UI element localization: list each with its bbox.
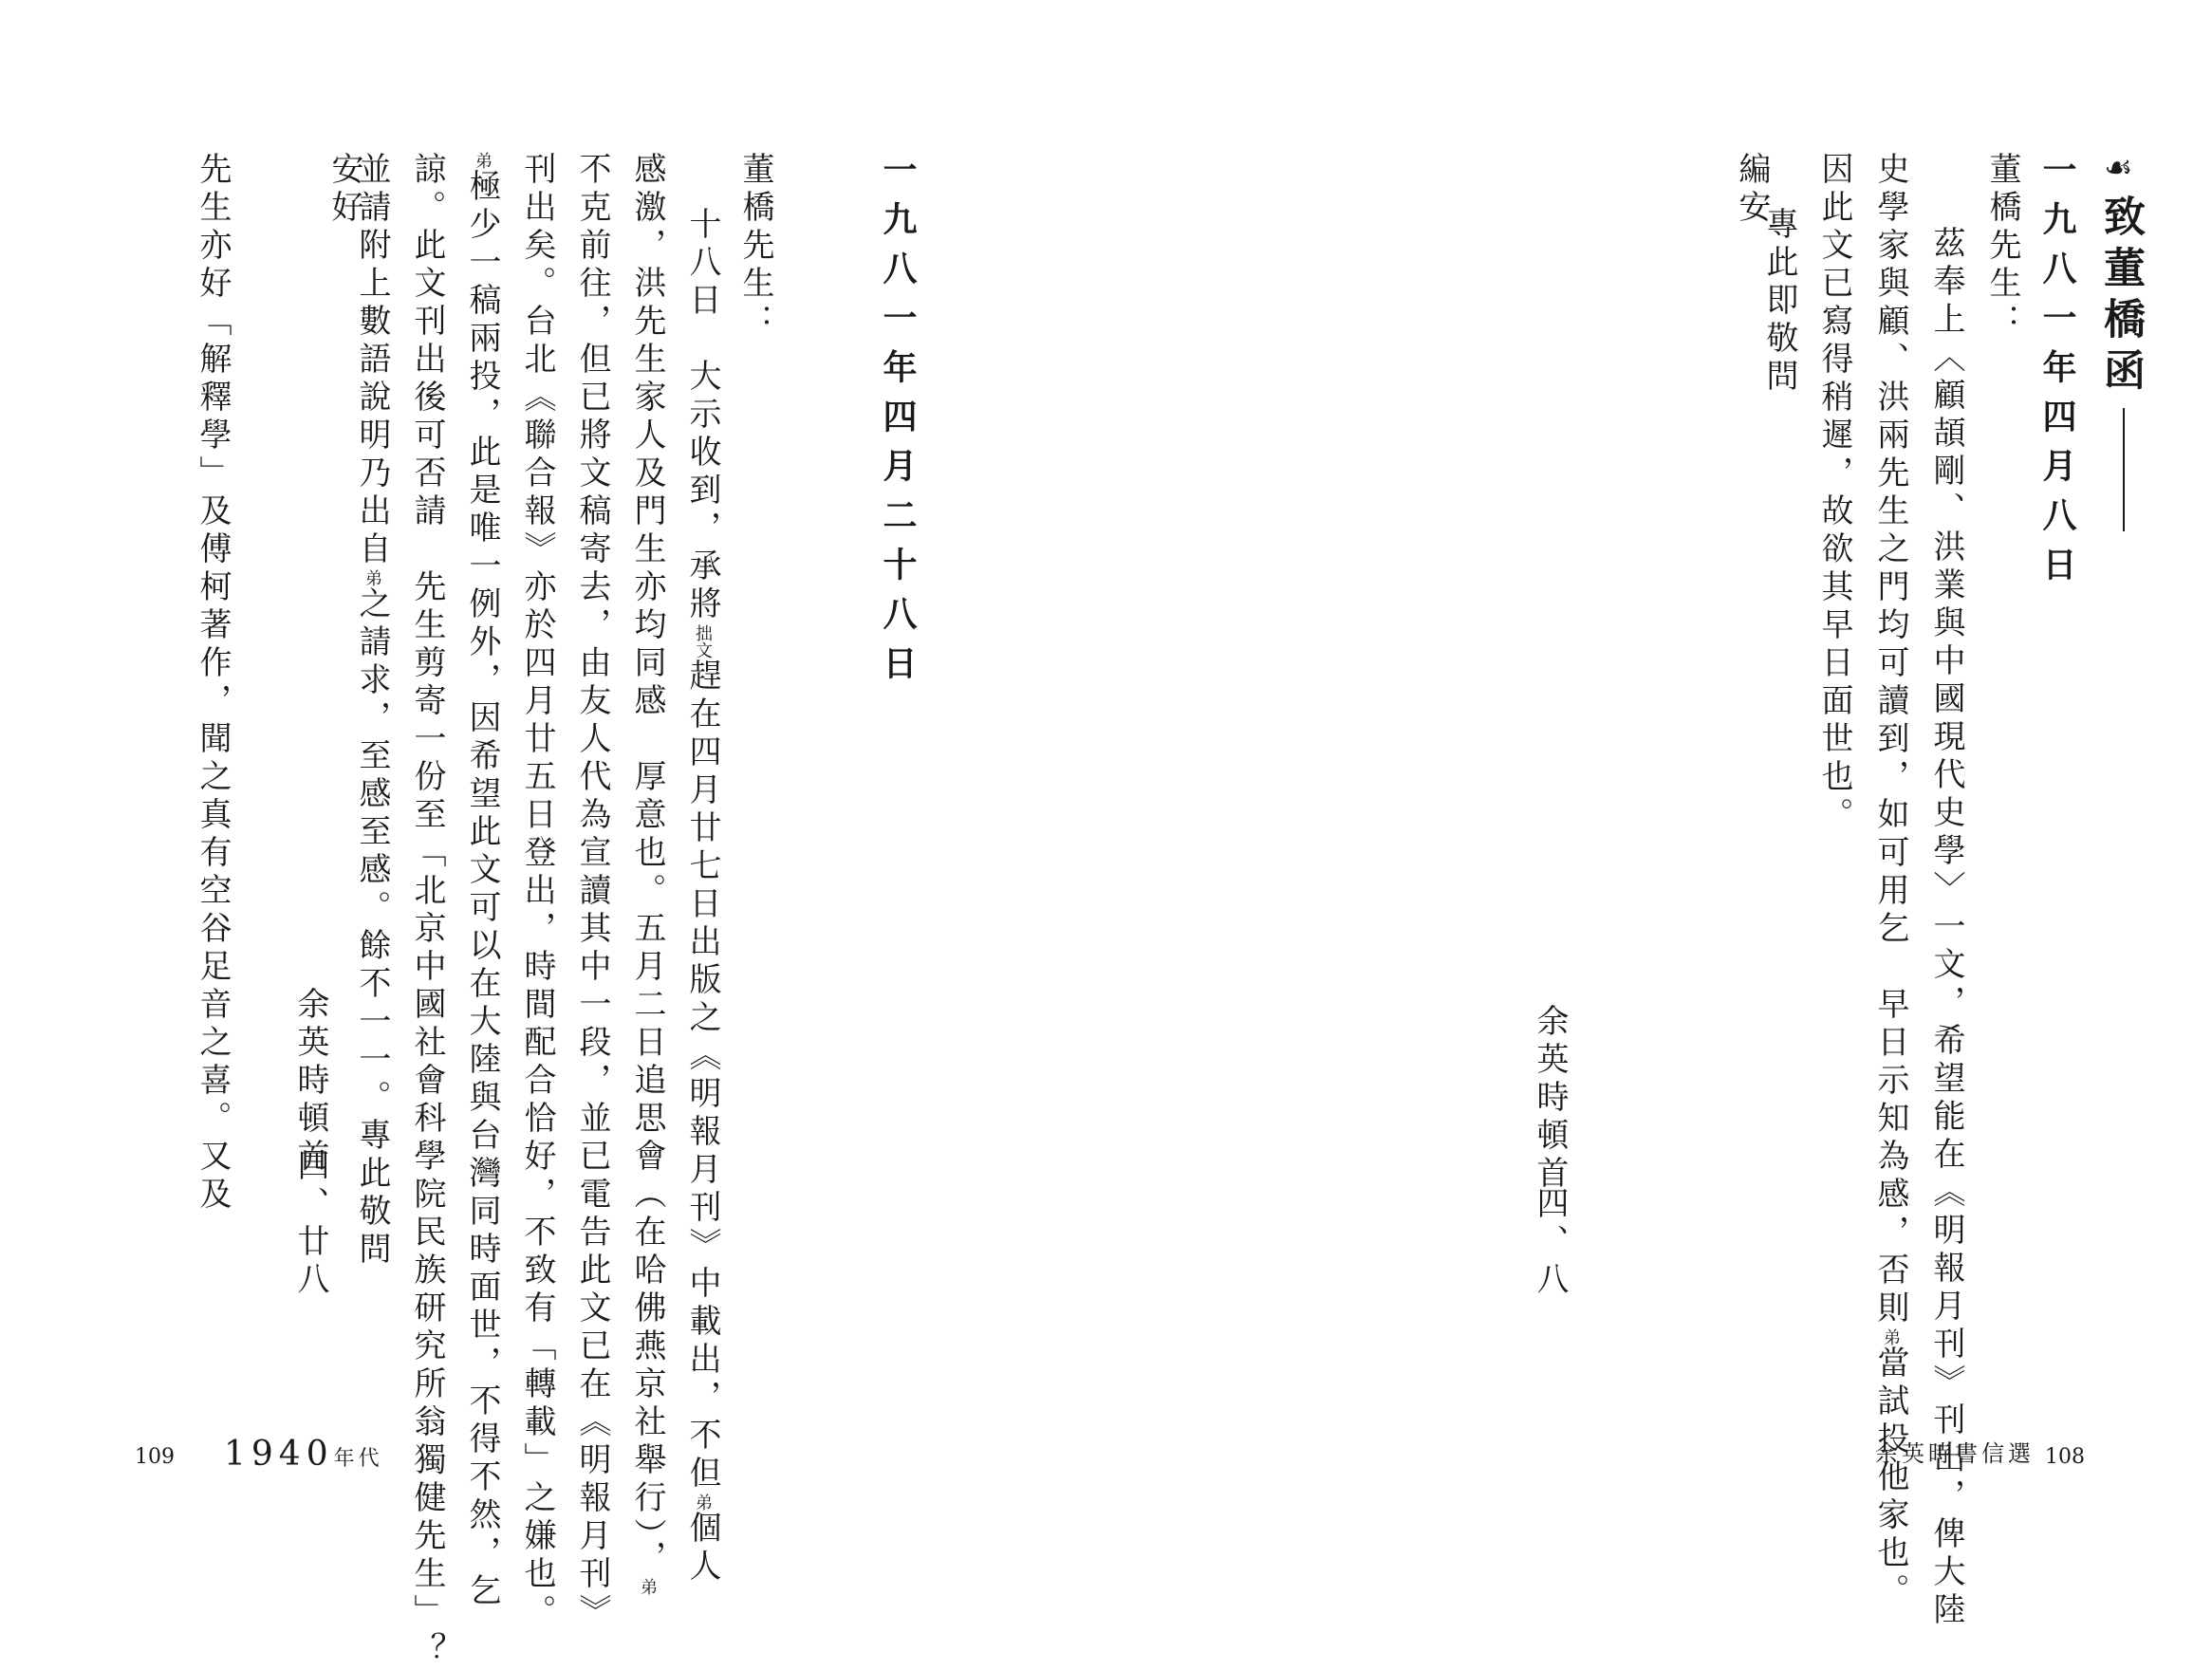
humble-work-small: 拙文 <box>693 624 713 659</box>
body-line-2 <box>1871 152 1909 1611</box>
title-rule <box>2123 408 2125 531</box>
closing-line: 安好 <box>325 152 363 228</box>
closing-line-1: 專此即敬問 <box>1760 207 1798 397</box>
signature-date: 四、八 <box>1531 1186 1569 1300</box>
body-line-2: 感激，洪先生家人及門生亦均同感 厚意也。五月二日追思會（在哈佛燕京社舉行），弟 <box>628 152 666 1595</box>
humble-self-small: 弟 <box>693 1494 713 1511</box>
postscript-line: 先生亦好「解釋學」及傅柯著作，聞之真有空谷足音之喜。又及 <box>194 152 232 1215</box>
decade-number: 1940 <box>224 1435 334 1474</box>
signature: 余英時頓首 <box>291 987 329 1177</box>
page-number: 108 <box>2045 1445 2085 1469</box>
signature: 余英時頓首 <box>1531 1004 1569 1194</box>
letter-date: 一九八一年四月八日 <box>2037 152 2077 596</box>
running-head <box>224 1435 383 1474</box>
body-line-7: 並請附上數語說明乃出自弟之請求，至感至感。餘不一一。專此敬問 <box>353 152 391 1270</box>
body-line-1: 茲奉上〈顧頡剛、洪業與中國現代史學〉一文，希望能在《明報月刊》刊出，俾大陸 <box>1927 226 1965 1630</box>
page-number: 109 <box>135 1445 175 1469</box>
right-page <box>1106 0 2212 1630</box>
salutation: 董橋先生： <box>1983 152 2021 342</box>
closing-line-2: 編安 <box>1733 152 1771 228</box>
humble-self-small: 弟 <box>473 152 493 169</box>
humble-self-small: 弟 <box>638 1578 658 1595</box>
humble-self-small: 弟 <box>362 569 382 586</box>
salutation: 董橋先生： <box>736 152 774 342</box>
leaf-ornament-icon: ☙ <box>2104 149 2133 187</box>
body-line-1: 十八日 大示收到，承將拙文趕在四月廿七日出版之《明報月刊》中載出，不但弟個人 <box>683 207 721 1586</box>
body-line-3: 因此文已寫得稍遲，故欲其早日面世也。 <box>1815 152 1853 835</box>
signature-date: 四、廿八 <box>291 1148 329 1300</box>
body-line-3: 不克前往，但已將文稿寄去，由友人代為宣讀其中一段，並已電告此文已在《明報月刊》 <box>573 152 611 1632</box>
body-line-2-text: 史學家與顧、洪兩先生之門均可讀到，如可用乞 早日示知為感，否則 <box>1871 152 1909 1328</box>
decade-word: 年代 <box>333 1447 383 1471</box>
body-line-5: 弟極少一稿兩投，此是唯一例外，因希望此文可以在大陸與台灣同時面世，不得不然，乞 <box>463 152 501 1611</box>
humble-self-small: 弟 <box>1881 1328 1901 1345</box>
letter-date: 一九八一年四月二十八日 <box>878 152 918 695</box>
running-head: 余英時書信選 <box>1875 1440 2035 1467</box>
body-line-6: 諒。此文刊出後可否請 先生剪寄一份至「北京中國社會科學院民族研究所翁獨健先生」？ <box>408 152 446 1670</box>
body-line-4: 刊出矣。台北《聯合報》亦於四月廿五日登出，時間配合恰好，不致有「轉載」之嫌也。 <box>518 152 556 1632</box>
body-line-2-tail: 當試投他家也。 <box>1871 1345 1909 1611</box>
letter-title: 致董橋函 <box>2096 195 2145 399</box>
